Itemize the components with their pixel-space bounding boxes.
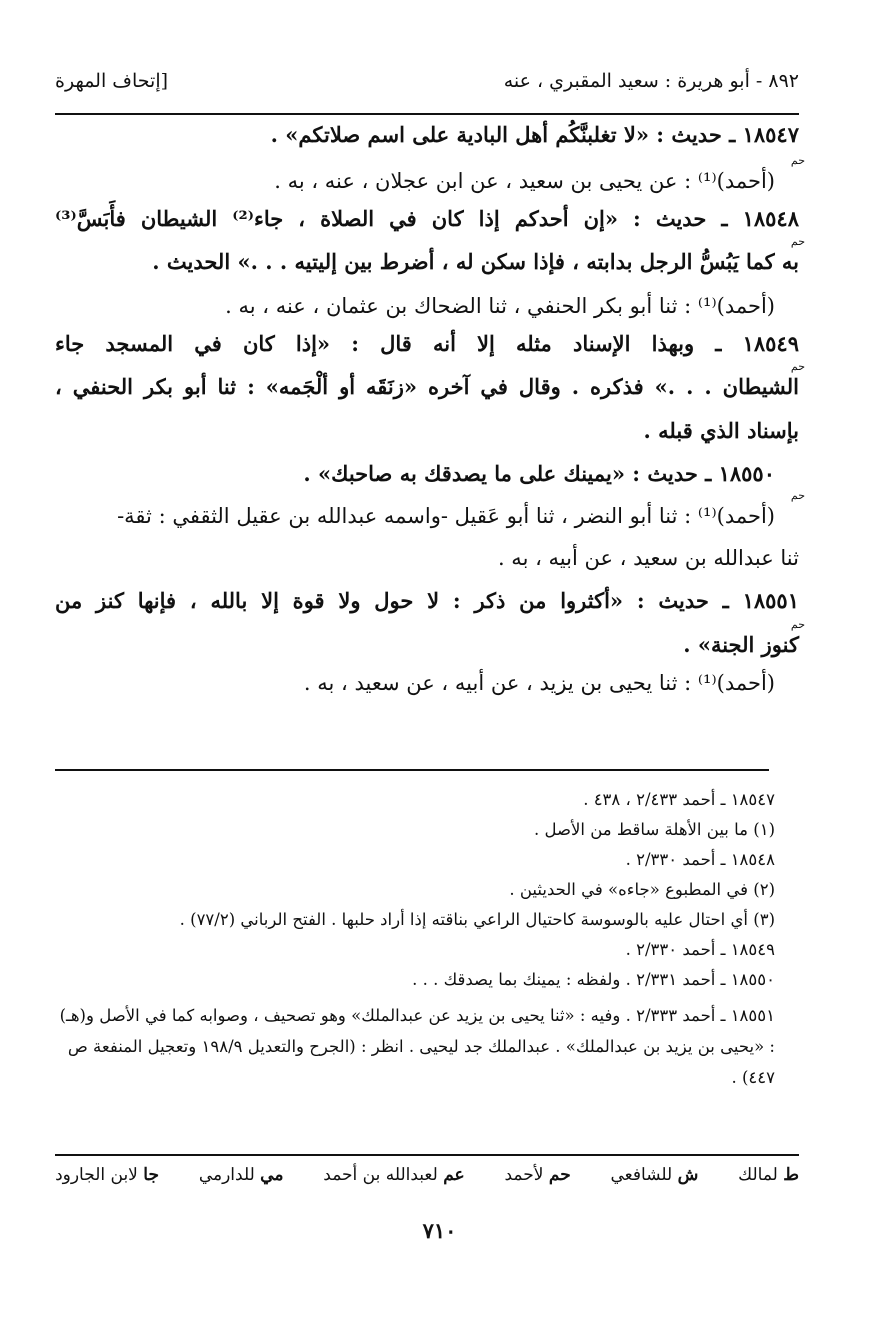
ahmad-siglum: حم [790,154,805,167]
footnote: ١٨٥٤٩ ـ أحمد ٢/٣٣٠ . [625,940,775,959]
abbreviation-item: ش للشافعي [610,1165,699,1185]
hadith-18548-chain: (أحمد)⁽¹⁾ : ثنا أبو بكر الحنفي ، ثنا الضحاك بن عثمان ، عنه ، به . [225,294,775,318]
footnote: ١٨٥٤٨ ـ أحمد ٢/٣٣٠ . [625,850,775,869]
hadith-18550-chain: حم (أحمد)⁽¹⁾ : ثنا أبو النضر ، ثنا أبو عَقيل -واسمه عبدالله بن عقيل الثقفي : ثقة- [117,489,805,528]
abbreviation-item: جا لابن الجارود [55,1165,159,1185]
hadith-18549-text: ١٨٥٤٩ ـ وبهذا الإسناد مثله إلا أنه قال : «إذا كان في المسجد جاء [55,331,799,356]
hadith-18551-text-cont: حم كنوز الجنة» . [683,618,805,657]
hadith-18551-chain: (أحمد)⁽¹⁾ : ثنا يحيى بن يزيد ، عن أبيه ، عن سعيد ، به . [303,671,775,695]
hadith-18549-text-cont: حم الشيطان . . .» فذكره . وقال في آخره «زنَقَه أو ألْجَمه» : ثنا أبو بكر الحنفي ، [55,360,805,399]
abbreviations-key [55,1165,799,1185]
footnote: ١٨٥٤٧ ـ أحمد ٢/٤٣٣ ، ٤٣٨ . [583,790,775,809]
hadith-18548-text: ١٨٥٤٨ ـ حديث : «إن أحدكم إذا كان في الصلاة ، جاء⁽²⁾ الشيطان فأَبَسَّ⁽³⁾ [55,206,799,231]
header-title: ٨٩٢ - أبو هريرة : سعيد المقبري ، عنه [503,70,799,92]
abbreviation-item: حم لأحمد [504,1165,571,1185]
ahmad-siglum: حم [790,618,805,631]
footnote: (٢) في المطبوع «جاءه» في الحديثين . [509,880,775,899]
ahmad-siglum: حم [790,489,805,502]
running-header [55,52,799,92]
footnotes [55,790,799,1093]
main-text [55,122,805,709]
footnote: ١٨٥٥١ ـ أحمد ٢/٣٣٣ . وفيه : «ثنا يحيى بن يزيد عن عبدالملك» وهو تصحيف ، وصوابه كما في الأصل و(هـ) : «يحيى بن يزيد بن عبدالملك» . عبدالملك جد ليحيى . انظر : (الجرح والتعديل ١٩٨/٩ وتعجيل المنفعة ص ٤٤٧) . [59,1006,775,1087]
hadith-18550-chain-cont: ثنا عبدالله بن سعيد ، عن أبيه ، به . [497,546,799,570]
abbreviations-rule [55,1154,799,1156]
page-number: ٧١٠ [422,1218,457,1243]
abbreviation-item: عم لعبدالله بن أحمد [323,1165,465,1185]
hadith-18547-text: ١٨٥٤٧ ـ حديث : «لا تغلبنَّكُم أهل البادية على اسم صلاتكم» . [270,122,799,147]
header-rule [55,113,799,115]
hadith-18547-chain: حم (أحمد)⁽¹⁾ : عن يحيى بن سعيد ، عن ابن عجلان ، عنه ، به . [274,154,805,193]
hadith-18548-text-cont: حم به كما يَبُسُّ الرجل بدابته ، فإذا سكن له ، أضرط بين إليتيه . . .» الحديث . [152,235,805,274]
footnote: (٣) أي احتال عليه بالوسوسة كاحتيال الراعي بناقته إذا أراد حلبها . الفتح الرباني (٧٧/٢) . [179,910,775,929]
abbreviation-item: مي للدارمي [198,1165,284,1185]
ahmad-siglum: حم [790,235,805,248]
header-book-title: [إتحاف المهرة [55,70,169,92]
hadith-18550-text: ١٨٥٥٠ ـ حديث : «يمينك على ما يصدقك به صاحبك» . [303,461,775,486]
abbreviation-item: ط لمالك [738,1165,799,1185]
hadith-18551-text: ١٨٥٥١ ـ حديث : «أكثروا من ذكر : لا حول ولا قوة إلا بالله ، فإنها كنز من [55,588,799,613]
ahmad-siglum: حم [790,360,805,373]
footnote: ١٨٥٥٠ ـ أحمد ٢/٣٣١ . ولفظه : يمينك بما يصدقك . . . [412,970,775,989]
hadith-18549-text-end: بإسناد الذي قبله . [643,418,799,443]
footnote: (١) ما بين الأهلة ساقط من الأصل . [533,820,775,839]
footnote-rule [55,769,769,771]
